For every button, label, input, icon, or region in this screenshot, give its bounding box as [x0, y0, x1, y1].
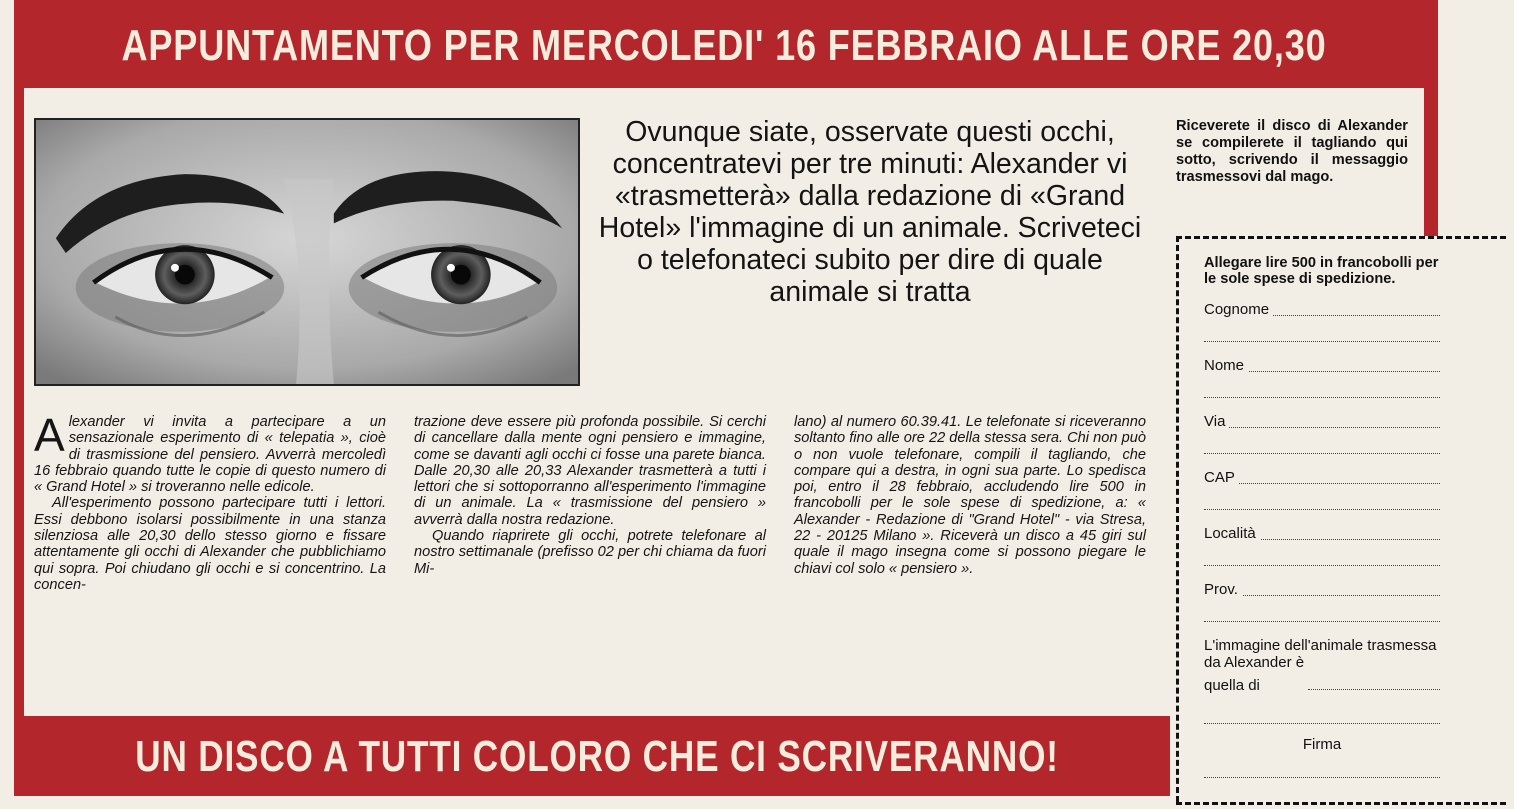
- side-note: Riceverete il disco di Alexander se compilerete il tagliando qui sotto, scrivendo il messaggio trasmessovi dal mago.: [1176, 118, 1408, 185]
- field-localita[interactable]: [1204, 525, 1440, 581]
- field-label: Via: [1204, 413, 1229, 430]
- column-3-paragraph-1: lano) al numero 60.39.41. Le telefonate si riceveranno soltanto fino alle ore 22 della stessa sera. Chi non può o non vuole telefonare, compili il tagliando, che compare qui a destra, in ogni sua parte. Lo spedisca poi, entro il 28 febbraio, accludendo lire 500 in francobolli per le sole spese di spedizione, a: « Alexander - Redazione di "Grand Hotel" - via Stresa, 22 - 20125 Milano ». Riceverà un disco a 45 giri sul quale il mago insegna come si possono piegare le chiavi col solo « pensiero ».: [794, 414, 1146, 577]
- article-column-1: [34, 409, 386, 593]
- field-label: Cognome: [1204, 301, 1273, 318]
- column-2-paragraph-2: Quando riaprirete gli occhi, potrete telefonare al nostro settimanale (prefisso 02 per chi chiama da fuori Mi-: [414, 528, 766, 577]
- field-label: Località: [1204, 525, 1260, 542]
- eyes-photo: [34, 118, 580, 386]
- red-frame-right: [1424, 0, 1438, 236]
- red-frame-left: [14, 0, 24, 796]
- answer-field[interactable]: [1204, 677, 1440, 703]
- signature-line[interactable]: [1204, 753, 1440, 778]
- field-cognome[interactable]: [1204, 301, 1440, 357]
- coupon-question: [1204, 637, 1440, 724]
- field-nome[interactable]: [1204, 357, 1440, 413]
- coupon-heading: Allegare lire 500 in francobolli per le sole spese di spedizione.: [1204, 255, 1439, 287]
- drop-cap: A: [34, 409, 65, 461]
- answer-line[interactable]: [1204, 709, 1440, 724]
- coupon-form: [1204, 256, 1440, 778]
- column-2-paragraph-1: trazione deve essere più profonda possibile. Si cerchi di cancellare dalla mente ogni pensiero e immagine, come se davanti agli occhi ci fosse una parete bianca. Dalle 20,30 alle 20,33 Alexander trasmetterà a tutti i lettori che si sottoporranno all'esperimento l'immagine di un animale. La « trasmissione del pensiero » avverrà dalla nostra redazione.: [414, 414, 766, 528]
- question-suffix: quella di: [1204, 677, 1260, 694]
- field-cap[interactable]: [1204, 469, 1440, 525]
- field-label: Prov.: [1204, 581, 1242, 598]
- field-prov[interactable]: [1204, 581, 1440, 637]
- coupon-cut-line-top: [1176, 236, 1506, 239]
- signature-label: Firma: [1302, 736, 1342, 753]
- column-1-paragraph-2: All'esperimento possono partecipare tutti i lettori. Essi debbono isolarsi possibilmente in una stanza silenziosa alle 20,30 dello stesso giorno e fissare attentamente gli occhi di Alexander che pubblichiamo qui sopra. Poi chiudano gli occhi e si concentrino. La concen-: [34, 495, 386, 593]
- article-column-3: [794, 414, 1146, 577]
- coupon-cut-line-left: [1176, 236, 1179, 802]
- headline-bottom: UN DISCO A TUTTI COLORO CHE CI SCRIVERANNO!: [135, 732, 1059, 781]
- field-label: Nome: [1204, 357, 1248, 374]
- question-text: L'immagine dell'animale trasmessa da Alexander è: [1204, 637, 1437, 671]
- coupon-cut-line-bottom: [1176, 802, 1506, 805]
- field-label: CAP: [1204, 469, 1239, 486]
- column-1-paragraph-1: Alexander vi invita a partecipare a un sensazionale esperimento di « telepatia », cioè di trasmissione del pensiero. Avverrà mercoledì 16 febbraio quando tutte le copie di questo numero di « Grand Hotel » si troveranno nelle edicole.: [34, 409, 386, 496]
- eyes-illustration: [36, 120, 578, 384]
- article-column-2: [414, 414, 766, 577]
- headline-top: APPUNTAMENTO PER MERCOLEDI' 16 FEBBRAIO ALLE ORE 20,30: [121, 21, 1327, 70]
- lead-paragraph: Ovunque siate, osservate questi occhi, concentratevi per tre minuti: Alexander vi «trasmetterà» dalla redazione di «Grand Hotel» l'immagine di un animale. Scriveteci o telefonateci subito per dire di quale animale si tratta: [598, 116, 1142, 308]
- field-via[interactable]: [1204, 413, 1440, 469]
